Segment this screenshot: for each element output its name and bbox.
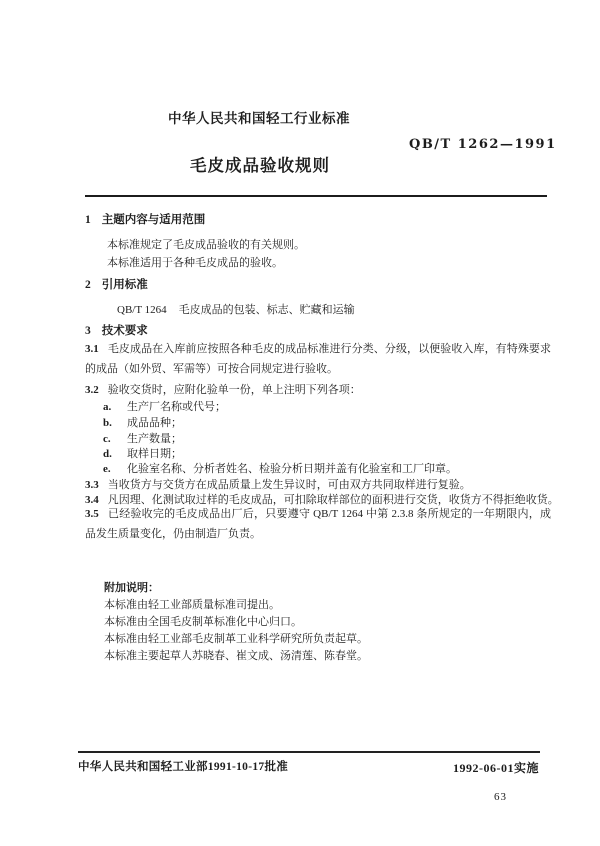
clause-3-4-number: 3.4 xyxy=(85,494,99,506)
list-item-d-label: d. xyxy=(103,448,112,460)
clause-3-2 xyxy=(85,381,361,397)
section-1-title: 主题内容与适用范围 xyxy=(101,214,206,226)
list-item-d-text: 取样日期； xyxy=(127,448,182,460)
section-1-paragraph: 本标准适用于各种毛皮成品的验收。 xyxy=(107,257,283,269)
section-2-number: 2 xyxy=(85,279,91,291)
clause-3-1-text: 毛皮成品在入库前应按照各种毛皮的成品标准进行分类、分级，以便验收入库，有特殊要求的成品（如外贸、军需等）可按合同规定进行验收。 xyxy=(85,343,551,375)
implementation-date: 1992-06-01实施 xyxy=(453,761,539,775)
list-item-b xyxy=(103,414,182,430)
standard-label: 中华人民共和国轻工行业标准 xyxy=(168,111,350,126)
list-item-a xyxy=(103,398,226,414)
clause-3-2-number: 3.2 xyxy=(85,384,99,396)
clause-3-5 xyxy=(85,505,551,544)
notes-heading: 附加说明： xyxy=(104,582,159,594)
note-line: 本标准由全国毛皮制革标准化中心归口。 xyxy=(104,616,302,628)
section-3-number: 3 xyxy=(85,325,91,337)
list-item-c-label: c. xyxy=(103,433,111,445)
standard-number: QB/T 1262—1991 xyxy=(409,137,557,152)
clause-3-3-number: 3.3 xyxy=(85,479,99,491)
note-line: 本标准由轻工业部质量标准司提出。 xyxy=(104,599,280,611)
section-1-number: 1 xyxy=(85,214,91,226)
clause-3-3 xyxy=(85,476,471,492)
list-item-a-label: a. xyxy=(103,401,112,413)
list-item-c-text: 生产数量； xyxy=(127,433,182,445)
clause-3-5-text: 已经验收完的毛皮成品出厂后，只要遵守 QB/T 1264 中第 2.3.8 条所规定的一年期限内，成品发生质量变化，仍由制造厂负责。 xyxy=(85,508,551,540)
approval-statement: 中华人民共和国轻工业部1991-10-17批准 xyxy=(78,761,289,773)
list-item-a-text: 生产厂名称或代号； xyxy=(127,401,226,413)
referenced-standard-title: 毛皮成品的包装、标志、贮藏和运输 xyxy=(178,304,355,316)
clause-3-5-number: 3.5 xyxy=(85,508,99,520)
footer-rule xyxy=(78,751,540,753)
list-item-b-label: b. xyxy=(103,417,112,429)
clause-3-2-text: 验收交货时，应附化验单一份，单上注明下列各项： xyxy=(107,384,361,396)
list-item-b-text: 成品品种； xyxy=(127,417,182,429)
section-2-title: 引用标准 xyxy=(101,279,148,291)
list-item-e-text: 化验室名称、分析者姓名、检验分析日期并盖有化验室和工厂印章。 xyxy=(127,463,457,475)
referenced-standard-code: QB/T 1264 xyxy=(117,304,167,316)
clause-3-4-text: 凡因理、化测试取过样的毛皮成品，可扣除取样部位的面积进行交货，收货方不得拒绝收货。 xyxy=(107,494,559,506)
document-title: 毛皮成品验收规则 xyxy=(190,156,330,175)
section-2-heading xyxy=(85,276,148,292)
list-item-d xyxy=(103,445,182,461)
section-1-heading xyxy=(85,211,205,227)
clause-3-3-text: 当收货方与交货方在成品质量上发生异议时，可由双方共同取样进行复验。 xyxy=(107,479,471,491)
header-rule xyxy=(85,195,547,197)
section-3-title: 技术要求 xyxy=(101,325,148,337)
list-item-e xyxy=(103,460,457,476)
referenced-standard xyxy=(117,301,355,317)
clause-3-1-number: 3.1 xyxy=(85,343,99,355)
note-line: 本标准主要起草人苏晓春、崔文成、汤清莲、陈春堂。 xyxy=(104,650,368,662)
list-item-e-label: e. xyxy=(103,463,111,475)
clause-3-1 xyxy=(85,340,551,379)
list-item-c xyxy=(103,430,182,446)
note-line: 本标准由轻工业部毛皮制革工业科学研究所负责起草。 xyxy=(104,633,368,645)
section-1-paragraph: 本标准规定了毛皮成品验收的有关规则。 xyxy=(107,239,305,251)
section-3-heading xyxy=(85,322,148,338)
page-number: 63 xyxy=(494,791,507,803)
